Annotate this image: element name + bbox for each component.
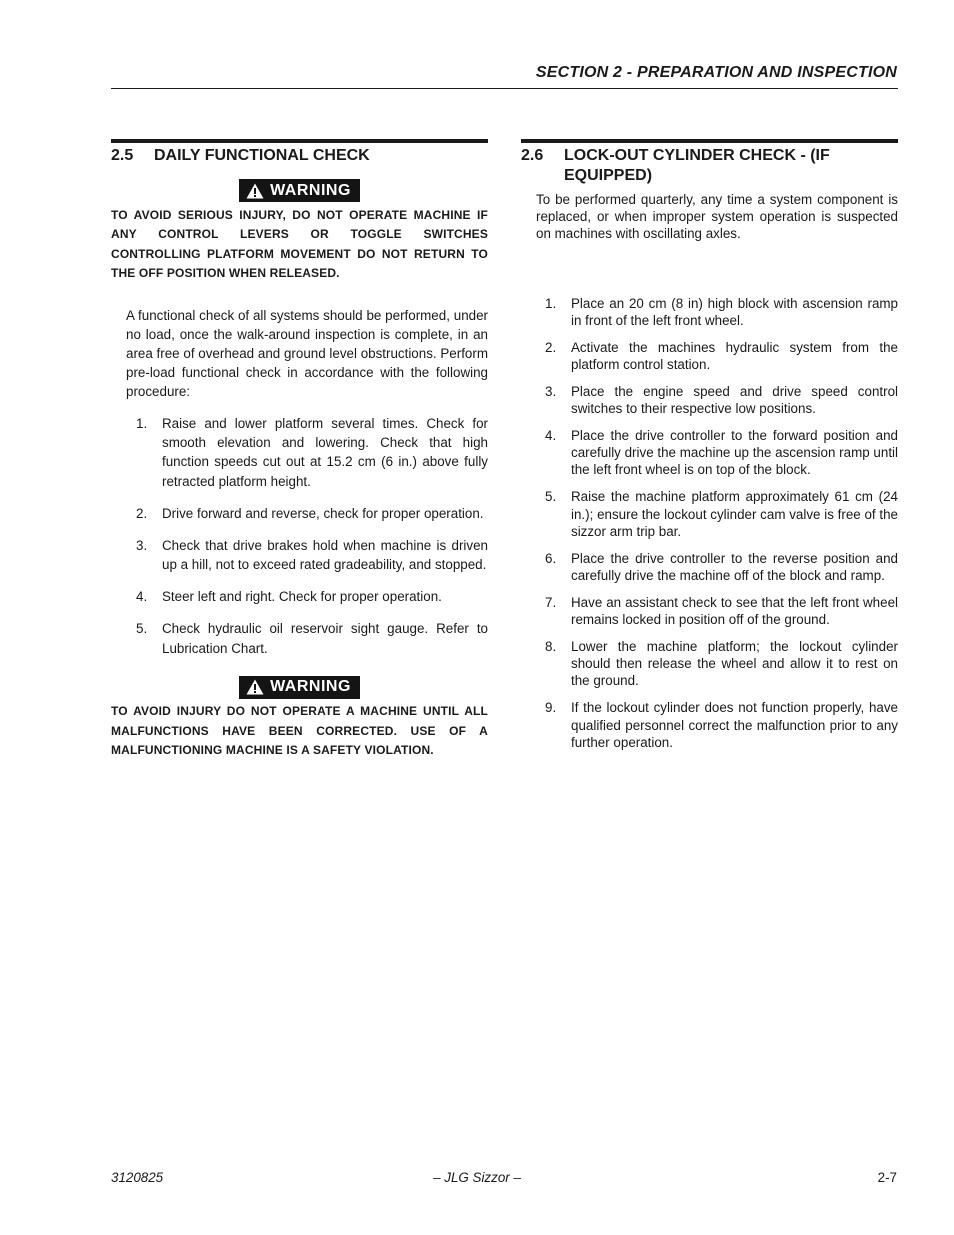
step-text: Place the drive controller to the reverse position and carefully drive the machine off of the block and ramp. [571,550,898,583]
section-heading [521,146,898,186]
section-2-5 [111,139,488,761]
list-item [521,550,898,585]
warning-text: TO AVOID INJURY DO NOT OPERATE A MACHINE UNTIL ALL MALFUNCTIONS HAVE BEEN CORRECTED. USE OF A MALFUNCTIONING MACHINE IS A SAFETY VIOLATION. [111,704,488,758]
step-number: 7. [545,594,557,610]
step-number: 4. [136,589,148,605]
step-number: 1. [545,295,557,311]
step-text: Place an 20 cm (8 in) high block with ascension ramp in front of the left front wheel. [571,295,898,328]
step-text: Check that drive brakes hold when machine is driven up a hill, not to exceed rated gradeability, and stopped. [162,537,488,573]
section-number: 2.6 [521,147,544,164]
step-text: Steer left and right. Check for proper operation. [162,589,442,605]
intro-paragraph: A functional check of all systems should be performed, under no load, once the walk-around inspection is complete, in an area free of overhead and ground level obstructions. Perform pre-load functional check in accordance with the following procedure: [126,307,488,400]
warning-triangle-icon [246,679,264,695]
section-rule [521,139,898,143]
list-item [111,536,488,575]
section-rule [111,139,488,143]
warning-badge [239,676,360,699]
procedure-list [521,295,898,752]
list-item [521,383,898,418]
warning-callout [111,179,488,204]
step-text: Check hydraulic oil reservoir sight gauge. Refer to Lubrication Chart. [162,621,488,656]
warning-badge [239,179,360,202]
step-number: 5. [545,489,557,505]
list-item [111,414,488,492]
step-number: 2. [136,505,148,521]
list-item [111,619,488,658]
section-number: 2.5 [111,147,134,164]
step-number: 6. [545,550,557,566]
step-text: Place the engine speed and drive speed control switches to their respective low positions. [571,383,898,417]
page-number: 2-7 [877,1170,897,1185]
footer-title: – JLG Sizzor – [433,1170,521,1185]
footer-doc-number: 3120825 [111,1170,164,1185]
warning-triangle-icon [246,183,264,199]
step-number: 5. [136,621,148,637]
warning-callout [111,676,488,701]
list-item [521,427,898,479]
step-number: 8. [545,638,557,654]
list-item [521,699,898,751]
step-text: If the lockout cylinder does not function properly, have qualified personnel correct the malfunction prior to any further operation. [571,700,898,750]
step-number: 4. [545,427,557,443]
section-title: LOCK-OUT CYLINDER CHECK - (IF EQUIPPED) [564,147,830,184]
list-item [521,594,898,629]
warning-label: WARNING [270,678,351,696]
warning-text: TO AVOID SERIOUS INJURY, DO NOT OPERATE MACHINE IF ANY CONTROL LEVERS OR TOGGLE SWITCHES CONTROLLING PLATFORM MOVEMENT DO NOT RETURN TO THE OFF POSITION WHEN RELEASED. [111,207,488,280]
section-2-6 [521,139,898,761]
step-text: Raise and lower platform several times. Check for smooth elevation and lowering. Check that high function speeds cut out at 15.2 cm (6 in.) above fully retracted platform height. [162,415,488,489]
list-item [521,295,898,330]
section-heading [111,146,488,166]
step-number: 3. [545,383,557,399]
list-item [521,488,898,540]
step-text: Raise the machine platform approximately 61 cm (24 in.); ensure the lockout cylinder cam valve is free of the sizzor arm trip bar. [571,489,898,539]
list-item [111,504,488,523]
warning-label: WARNING [270,181,351,199]
step-number: 1. [136,415,148,431]
list-item [521,339,898,374]
list-item [521,638,898,690]
step-number: 9. [545,700,557,716]
header-divider [111,88,898,89]
step-text: Have an assistant check to see that the left front wheel remains locked in position off of the ground. [571,594,898,628]
list-item [111,587,488,606]
step-number: 3. [136,537,148,553]
section-header-title: SECTION 2 - PREPARATION AND INSPECTION [535,64,897,81]
step-text: Place the drive controller to the forward position and carefully drive the machine up the ascension ramp until the left front wheel is on top of the block. [571,427,898,478]
step-text: Activate the machines hydraulic system from the platform control station. [571,339,898,372]
intro-paragraph: To be performed quarterly, any time a system component is replaced, or when improper system operation is suspected on machines with oscillating axles. [536,192,898,242]
section-title: DAILY FUNCTIONAL CHECK [154,147,370,164]
step-text: Drive forward and reverse, check for proper operation. [162,505,484,521]
step-text: Lower the machine platform; the lockout cylinder should then release the wheel and allow it to rest on the ground. [571,638,898,689]
step-number: 2. [545,339,557,355]
procedure-list [111,414,488,658]
